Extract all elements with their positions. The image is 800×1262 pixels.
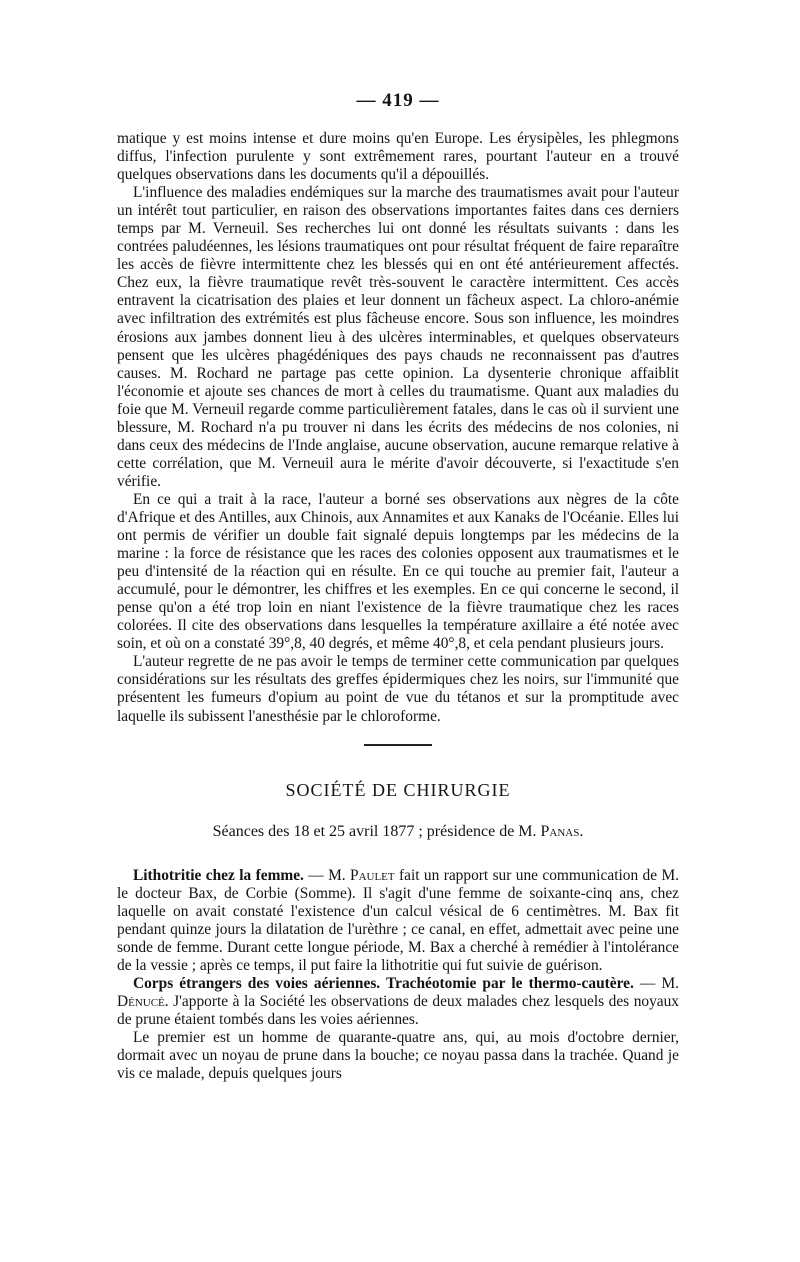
paragraph-2: L'influence des maladies endémiques sur la marche des traumatismes avait pour l'auteur un intérêt tout particulier, en raison des observations importantes faites dans ces derniers temps par M. Verneuil. Ses recherches lui ont donné les résultats suivants : dans les contrées paludéennes, les lésions traumatiques ont pour résultat fréquent de faire reparaître les accès de fièvre intermittente chez les blessés qui en ont été antérieurement affectés. Chez eux, la fièvre traumatique revêt très-souvent le caractère intermittent. Ces accès entravent la cicatrisation des plaies et leur donnent un fâcheux aspect. La chloro-anémie avec infiltration des extrémités est plus fâcheuse encore. Sous son influence, les moindres érosions aux jambes donnent lieu à des ulcères interminables, et quelques observateurs pensent que les ulcères phagédéniques des pays chauds ne reconnaissent pas d'autres causes. M. Rochard ne partage pas cette opinion. La dysenterie chronique affaiblit l'économie et ajoute ses chances de mort à celles du traumatisme. Quant aux maladies du foie que M. Verneuil regarde comme particulièrement fatales, dans le cas où il survient une blessure, M. Rochard n'a pu trouver ni dans les écrits des médecins de nos colonies, ni dans ceux des médecins de l'Inde anglaise, aucune observation, aucune remarque relative à cette corrélation, que M. Verneuil aura le mérite d'avoir découverte, si l'exactitude s'en vérifie.	[117, 184, 679, 490]
session-line	[117, 823, 679, 841]
paragraph-last: Le premier est un homme de quarante-quatre ans, qui, au mois d'octobre dernier, dormait avec un noyau de prune dans la bouche; ce noyau passa dans la trachée. Quand je vis ce malade, depuis quelques jours	[117, 1028, 679, 1083]
session-president: Panas	[540, 822, 580, 840]
lithotritie-paragraph	[117, 867, 679, 975]
spacer	[117, 841, 679, 867]
section-title: SOCIÉTÉ DE CHIRURGIE	[285, 779, 511, 800]
lithotritie-heading: Lithotritie chez la femme.	[133, 866, 304, 884]
corps-author: Dénucé	[117, 992, 165, 1010]
session-suffix: .	[579, 822, 584, 840]
page-body	[117, 90, 679, 1083]
corps-text: . J'apporte à la Société les observations de deux malades chez lesquels des noyaux de prune étaient tombés dans les voies aériennes.	[117, 992, 679, 1028]
corps-dash: — M.	[633, 974, 679, 992]
paragraph-4: L'auteur regrette de ne pas avoir le temps de terminer cette communication par quelques considérations sur les résultats des greffes épidermiques chez les noirs, sur l'immunité que présentent les fumeurs d'opium au point de vue du tétanos et sur la promptitude avec laquelle ils subissent l'anesthésie par le chloroforme.	[117, 653, 679, 725]
lithotritie-dash: — M.	[303, 866, 351, 884]
page-number: — 419 —	[356, 90, 440, 111]
lithotritie-author: Paulet	[350, 866, 395, 884]
paragraph-1: matique y est moins intense et dure moins qu'en Europe. Les érysipèles, les phlegmons diffus, l'infection purulente y sont extrêmement rares, pourtant l'auteur en a trouvé quelques observations dans les documents qu'il a dépouillés.	[117, 130, 679, 184]
paragraph-3: En ce qui a trait à la race, l'auteur a borné ses observations aux nègres de la côte d'Afrique et des Antilles, aux Chinois, aux Annamites et aux Kanaks de l'Océanie. Elles lui ont permis de vérifier un double fait signalé depuis longtemps par les médecins de la marine : la force de résistance que les races des colonies opposent aux traumatismes et le peu d'intensité de la réaction qui en résulte. En ce qui touche au premier fait, l'auteur a accumulé, pour le démontrer, les chiffres et les exemples. En ce qui concerne le second, il pense qu'on a été trop loin en niant l'existence de la fièvre traumatique chez les races colorées. Il cite des observations dans lesquelles la température axillaire a été notée avec soin, et où on a constaté 39°,8, 40 degrés, et même 40°,8, et cela pendant plusieurs jours.	[117, 490, 679, 653]
corps-paragraph	[117, 975, 679, 1029]
session-prefix: Séances des 18 et 25 avril 1877 ; présidence de M.	[212, 822, 541, 840]
corps-heading: Corps étrangers des voies aériennes. Trachéotomie par le thermo-cautère.	[133, 974, 634, 992]
lithotritie-text: fait un rapport sur une communication de M. le docteur Bax, de Corbie (Somme). Il s'agit d'une femme de soixante-cinq ans, chez laquelle on avait constaté l'existence d'un calcul vésical de 6 centimètres. M. Bax fit pendant quinze jours la dilatation de l'urèthre ; ce canal, en effet, admettait avec peine une sonde de femme. Durant cette longue période, M. Bax a cherché à remédier à l'intolérance de la vessie ; après ce temps, il put faire la lithotritie qui fut suivie de guérison.	[117, 866, 679, 974]
section-divider	[364, 744, 432, 746]
